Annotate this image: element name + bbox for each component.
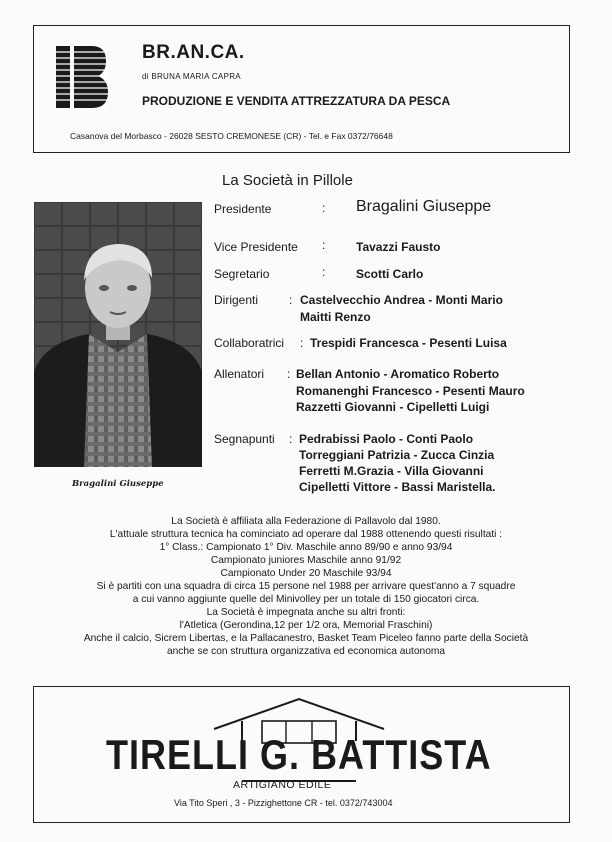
role-separator: : [322, 238, 326, 252]
role-separator: : [289, 432, 293, 446]
role-value: Bragalini Giuseppe [356, 198, 492, 215]
role-value: Razzetti Giovanni - Cipelletti Luigi [296, 400, 490, 414]
role-row [214, 202, 271, 216]
role-value: Castelvecchio Andrea - Monti Mario [300, 293, 503, 307]
role-separator: : [322, 265, 326, 279]
role-value: Romanenghi Francesco - Pesenti Mauro [296, 384, 525, 398]
description-line: 1° Class.: Campionato 1° Div. Maschile anno 89/90 e anno 93/94 [159, 542, 453, 553]
description-line: La Società è affiliata alla Federazione di Pallavolo dal 1980. [171, 516, 441, 527]
description-line: a cui vanno aggiunte quelle del Minivolley per un totale di 150 giocatori circa. [132, 594, 480, 605]
role-separator: : [289, 293, 293, 307]
role-value: Torreggiani Patrizia - Zucca Cinzia [299, 448, 495, 462]
description-line: Campionato juniores Maschile anno 91/92 [210, 555, 402, 566]
role-value: Ferretti M.Grazia - Villa Giovanni [299, 464, 484, 478]
brand-tagline: PRODUZIONE E VENDITA ATTREZZATURA DA PESCA [142, 94, 451, 108]
role-value: Maitti Renzo [300, 310, 371, 324]
role-value: Scotti Carlo [356, 267, 424, 281]
brand-owner: di BRUNA MARIA CAPRA [142, 72, 241, 81]
role-row [214, 367, 264, 381]
description-line: Si è partiti con una squadra di circa 15 persone nel 1988 per arrivare quest'anno a 7 squadre [96, 581, 516, 592]
photo-caption: Bragalini Giuseppe [72, 479, 164, 489]
role-row [214, 293, 258, 307]
description-line: Anche il calcio, Sicrem Libertas, e la Pallacanestro, Basket Team Piceleo fanno parte della Società [83, 633, 529, 644]
description-line: La Società è impegnata anche su altri fronti: [206, 607, 406, 618]
role-value: Tavazzi Fausto [356, 240, 441, 254]
role-separator: : [322, 201, 326, 215]
role-row [214, 432, 275, 446]
builder-name: TIRELLI G. BATTISTA [106, 731, 492, 779]
role-label: Collaboratrici [214, 336, 285, 350]
role-value: Bellan Antonio - Aromatico Roberto [296, 367, 500, 381]
role-label: Segretario [214, 267, 270, 281]
portrait-illustration [34, 202, 202, 467]
role-label: Vice Presidente [214, 240, 298, 254]
description-line: l'Atletica (Gerondina,12 per 1/2 ora, Memorial Fraschini) [179, 620, 433, 631]
society-description [34, 515, 578, 658]
brand-logo-icon [56, 46, 108, 108]
role-label: Allenatori [214, 367, 265, 381]
description-line: L'attuale struttura tecnica ha cominciato ad operare dal 1988 ottenendo questi risultati : [109, 529, 503, 540]
role-row [214, 336, 284, 350]
role-label: Segnapunti [214, 432, 275, 446]
role-label: Dirigenti [214, 293, 259, 307]
role-value: Trespidi Francesca - Pesenti Luisa [310, 336, 507, 350]
role-separator: : [287, 367, 291, 381]
role-value: Cipelletti Vittore - Bassi Maristella. [299, 480, 496, 494]
section-title: La Società in Pillole [222, 172, 353, 189]
brand-advertisement [33, 25, 570, 153]
brand-address: Casanova del Morbasco - 26028 SESTO CREMONESE (CR) - Tel. e Fax 0372/76648 [70, 131, 393, 141]
president-photo [34, 202, 202, 467]
description-line: anche se con struttura organizzativa ed economica autonoma [166, 646, 446, 657]
brand-name: BR.AN.CA. [142, 42, 245, 63]
builder-trade: ARTIGIANO EDILE [233, 779, 332, 791]
role-row [214, 240, 298, 254]
role-value: Pedrabissi Paolo - Conti Paolo [299, 432, 474, 446]
role-row [214, 267, 269, 281]
description-line: Campionato Under 20 Maschile 93/94 [220, 568, 392, 579]
builder-advertisement [33, 686, 570, 823]
role-label: Presidente [214, 202, 272, 216]
role-separator: : [300, 336, 304, 350]
builder-address: Via Tito Speri , 3 - Pizzighettone CR - tel. 0372/743004 [174, 798, 393, 808]
